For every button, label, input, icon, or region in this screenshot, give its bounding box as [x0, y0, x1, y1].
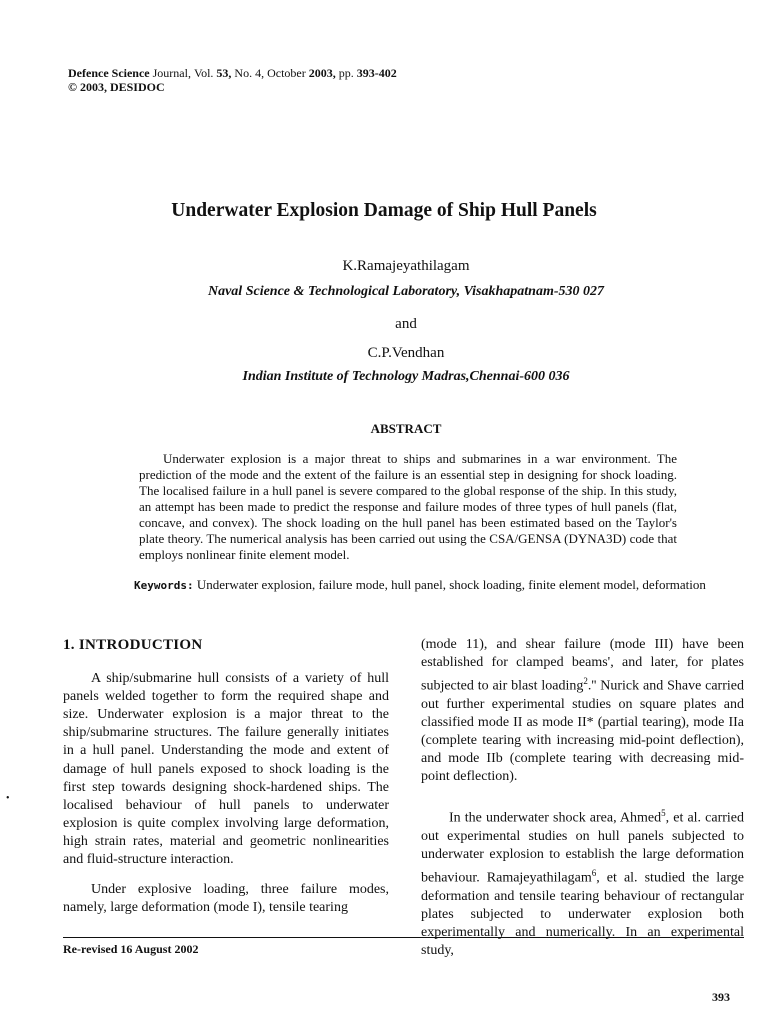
left-column: [63, 636, 389, 917]
paper-title: Underwater Explosion Damage of Ship Hull Panels: [171, 200, 597, 221]
page-number: 393: [712, 990, 730, 1004]
intro-paragraph-2: Under explosive loading, three failure modes, namely, large deformation (mode I), tensile tearing: [63, 882, 389, 916]
author-2-name: C.P.Vendhan: [367, 345, 445, 361]
right-paragraph-2: In the underwater shock area, Ahmed$^5$, et al. carried out experimental studies on hull panels subjected to underwater explosion to establish the large deformation behaviour. Ramajeyathilagam$^6$, et al. studied the large deformation and tensile tearing behaviour of rectangular plates subjected to underwater explosion both experimentally and numerically. In an experimental study,: [421, 808, 745, 959]
copyright-line: © 2003, DESIDOC: [68, 80, 165, 94]
right-column: [421, 636, 744, 960]
keywords-text: Underwater explosion, failure mode, hull panel, shock loading, finite element model, deformation: [196, 577, 706, 592]
keywords-label: Keywords:: [134, 579, 194, 592]
and-separator: and: [395, 316, 417, 332]
footer-rule: [63, 937, 744, 938]
citation-line: Defence Science Journal, Vol. 53, No. 4, October 2003, pp. 393-402: [68, 66, 397, 80]
author-2-affiliation: Indian Institute of Technology Madras,Chennai-600 036: [242, 369, 570, 384]
revision-footnote: Re-revised 16 August 2002: [63, 942, 199, 956]
keywords: [134, 577, 743, 593]
author-1-name: K.Ramajeyathilagam: [342, 258, 470, 274]
stray-mark: •: [6, 793, 10, 804]
abstract-heading: ABSTRACT: [370, 421, 442, 436]
abstract-body: Underwater explosion is a major threat to ships and submarines in a war environment. The prediction of the mode and the extent of the failure is an essential step in designing for shock loading. The localised failure in a hull panel is severe compared to the global response of the ship. In this study, an attempt has been made to predict the response and failure modes of three types of hull panels (flat, concave, and convex). The shock loading on the hull panel has been estimated based on the Taylor's plate theory. The numerical analysis has been carried out using the CSA/GENSA (DYNA3D) code that employs nonlinear finite element model.: [139, 451, 677, 562]
journal-header: [68, 66, 397, 94]
section-heading: 1. INTRODUCTION: [63, 637, 203, 653]
author-1-affiliation: Naval Science & Technological Laboratory, Visakhapatnam-530 027: [207, 284, 605, 299]
right-paragraph-1: (mode 11), and shear failure (mode III) have been established for clamped beams', and later, for plates subjected to air blast loading$^2$.'' Nurick and Shave carried out further experimental studies on square plates and classified mode II as mode II* (partial tearing), mode IIa (complete tearing with increasing mid-point deflection), and mode IIb (complete tearing with decreasing mid-point deflection).: [421, 637, 744, 785]
intro-paragraph-1: A ship/submarine hull consists of a variety of hull panels welded together to form the required shape and size. Underwater explosion is a major threat to the ship/submarine structures. The failure generally initiates in a hull panel. Understanding the mode and extent of damage of hull panels exposed to shock loading is the first step towards designing shock-hardened ships. The localised behaviour of hull panels to underwater explosion is quite complex involving large deformation, high strain rates, material and geometric nonlinearities and fluid-structure interaction.: [63, 671, 389, 868]
